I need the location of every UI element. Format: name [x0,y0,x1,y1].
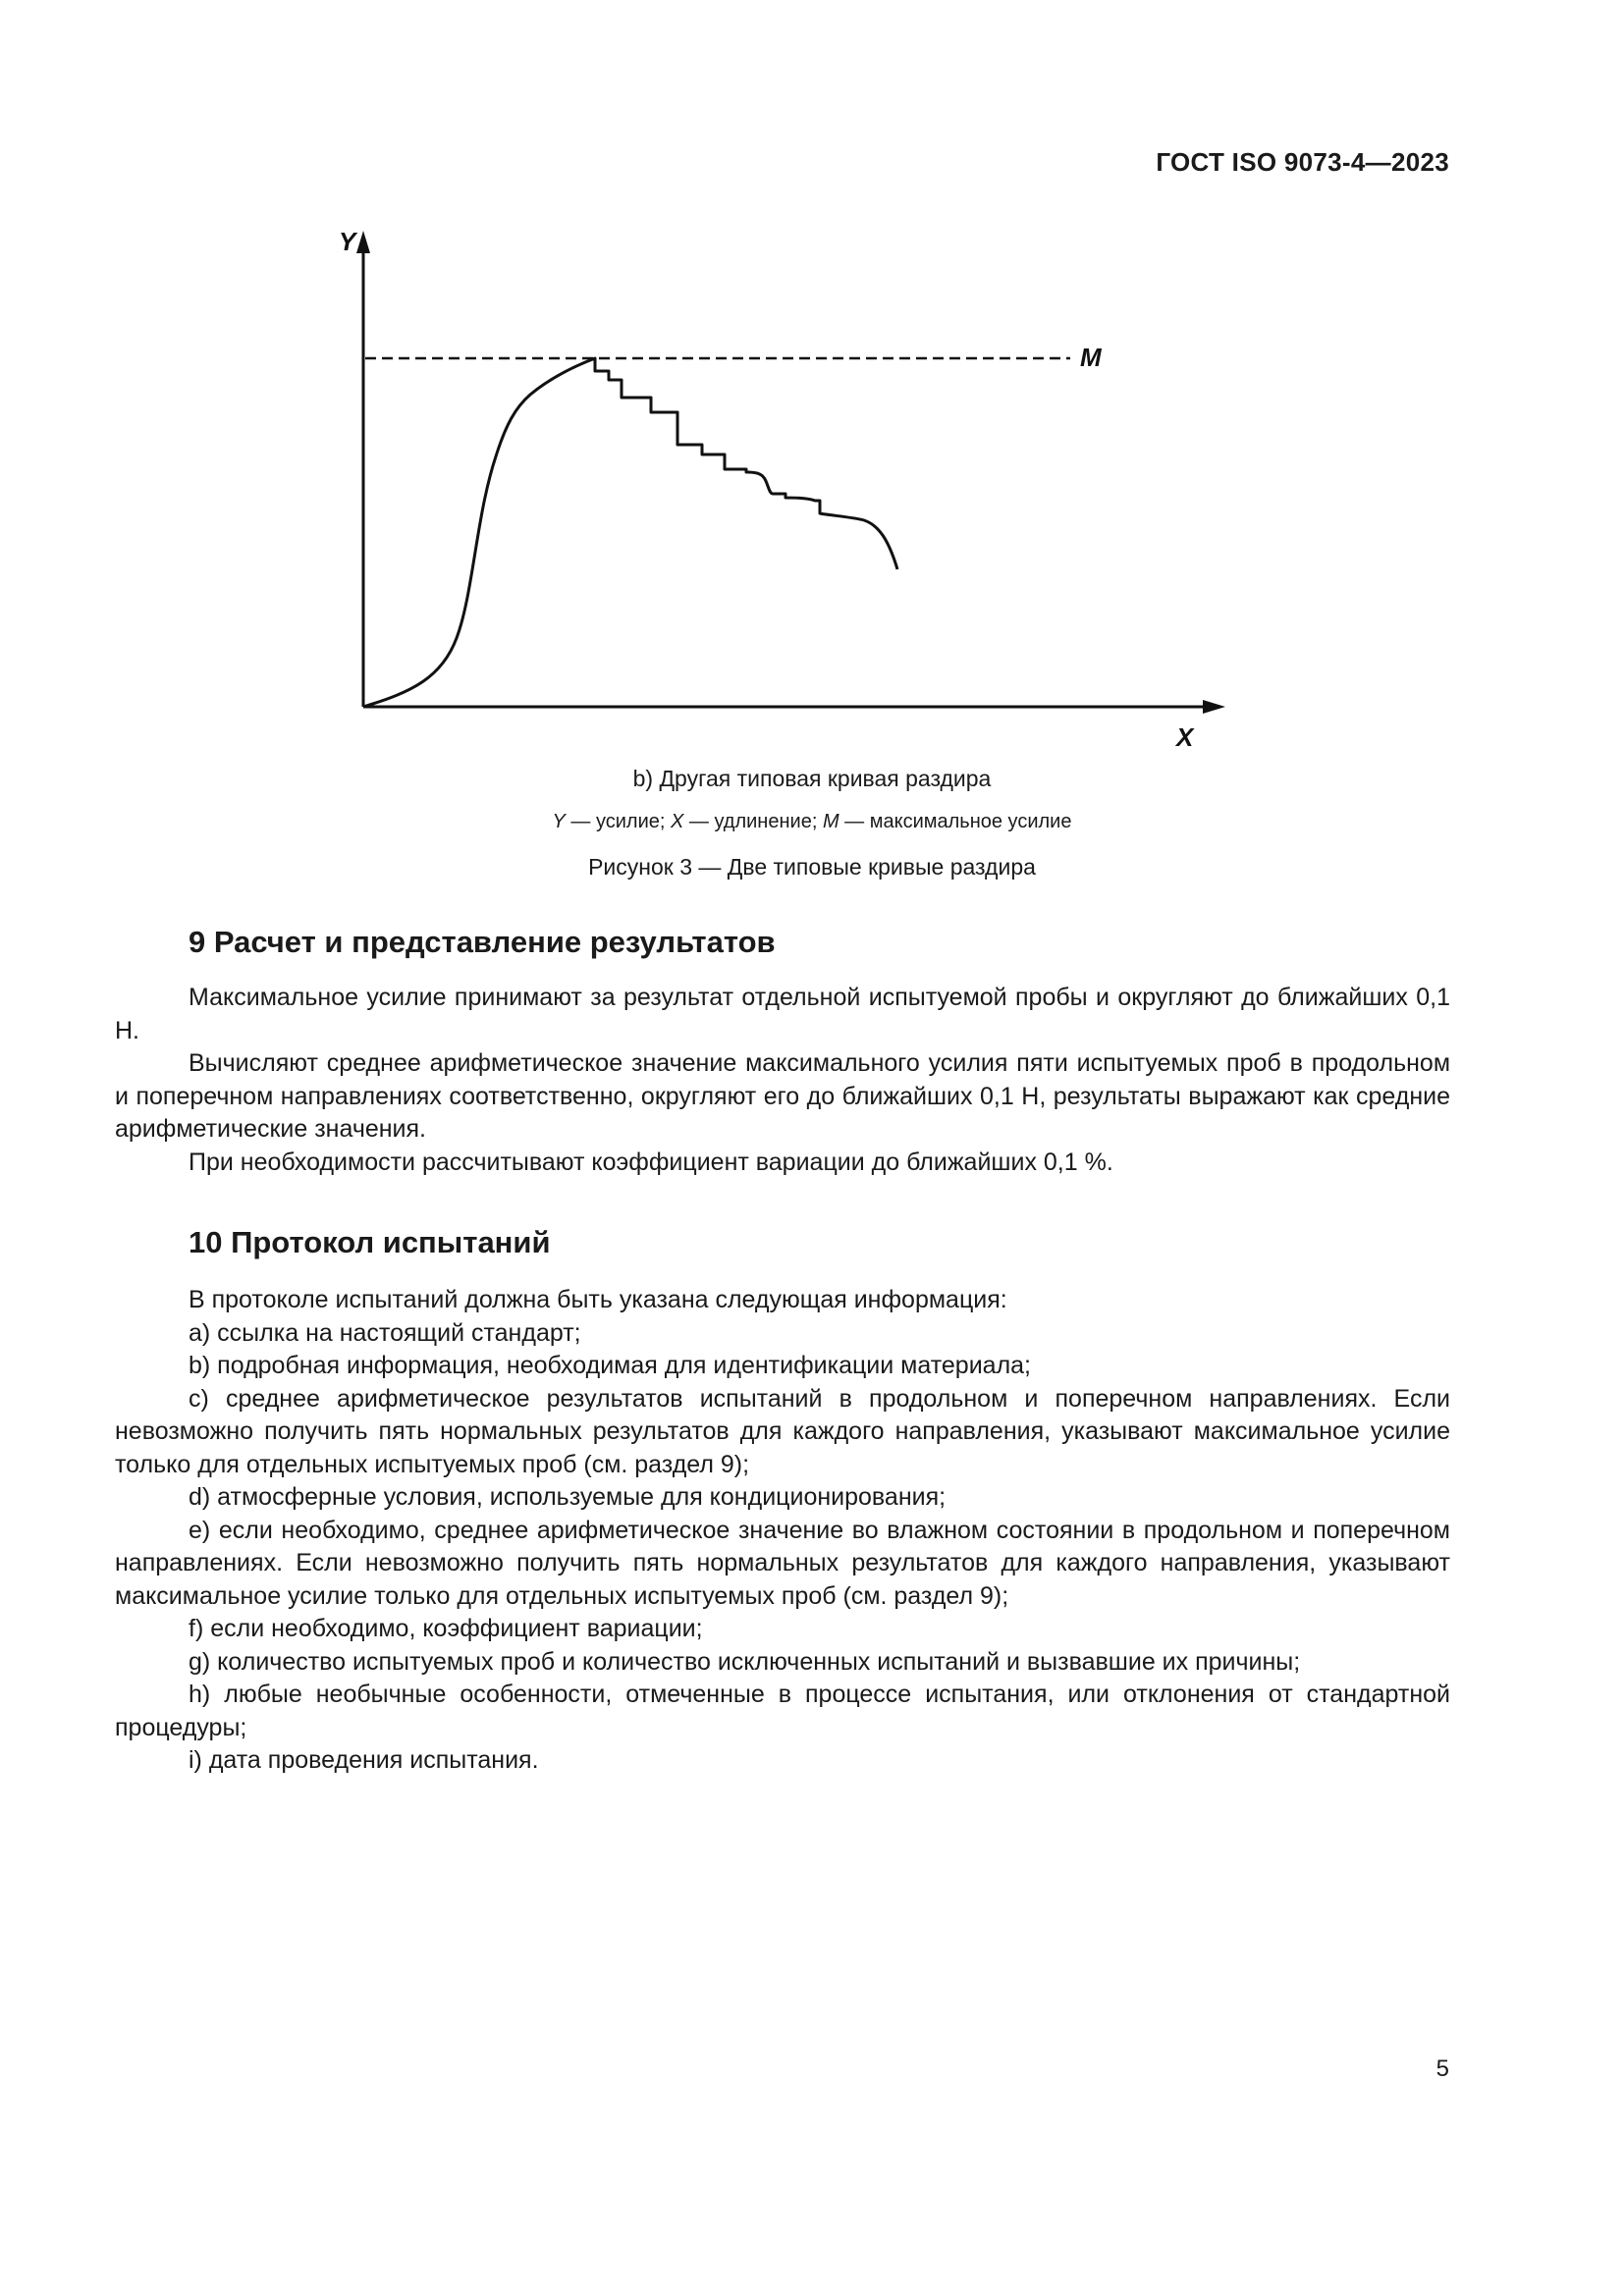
key-m-symbol: M [822,811,839,832]
key-x-text: — удлинение; [683,811,823,832]
figure-caption: Рисунок 3 — Две типовые кривые раздира [588,854,1036,880]
document-header: ГОСТ ISO 9073-4—2023 [1156,147,1449,177]
list-item: e) если необходимо, среднее арифметическое значение во влажном состоянии в продольном и поперечном направлениях. Если невозможно получить пять нормальных результатов для каждого направления, указывают максимальное усилие только для отдельных испытуемых проб (см. раздел 9); [115,1516,1450,1610]
y-axis-label: Y [339,227,356,256]
subfigure-caption: b) Другая типовая кривая раздира [632,766,992,791]
tear-curve [363,358,897,707]
x-axis-arrow [1203,700,1225,714]
list-item: f) если необходимо, коэффициент вариации; [189,1615,703,1642]
figure-key [0,811,1624,833]
list-item: g) количество испытуемых проб и количество исключенных испытаний и вызвавшие их причины; [189,1647,1301,1676]
list-item: c) среднее арифметическое результатов испытаний в продольном и поперечном направлениях. Если невозможно получить пять нормальных результатов для каждого направления, указывают максимальное усилие только для отдельных испытуемых проб (см. раздел 9); [115,1384,1450,1478]
key-y-symbol: Y [552,811,566,832]
section-9-paragraph: При необходимости рассчитывают коэффициент вариации до ближайших 0,1 %. [189,1148,1113,1176]
section-9-title: 9 Расчет и представление результатов [189,925,776,959]
section-10 [115,1223,1450,1778]
section-9-paragraph: Вычисляют среднее арифметическое значение максимального усилия пяти испытуемых проб в продольном и поперечном направлениях соответственно, округляют его до ближайших 0,1 Н, результаты выражают как средние арифметические значения. [115,1049,1450,1143]
key-y-text: — усилие; [565,811,671,832]
max-line-label: M [1080,343,1102,372]
section-9-paragraph: Максимальное усилие принимают за результат отдельной испытуемой пробы и округляют до ближайших 0,1 Н. [115,984,1450,1044]
y-axis-arrow [356,231,370,253]
section-9 [115,923,1450,1179]
section-10-title: 10 Протокол испытаний [189,1225,551,1259]
x-axis-label: X [1176,722,1194,751]
list-item: a) ссылка на настоящий стандарт; [189,1318,581,1347]
list-item: b) подробная информация, необходимая для идентификации материала; [189,1352,1032,1379]
tear-curve-figure [295,221,1276,751]
list-item: d) атмосферные условия, используемые для кондиционирования; [189,1483,947,1511]
tear-curve-diagram [295,221,1276,751]
list-item: h) любые необычные особенности, отмеченные в процессе испытания, или отклонения от стандартной процедуры; [115,1681,1450,1741]
page-number: 5 [1435,2056,1449,2082]
list-item: i) дата проведения испытания. [189,1746,539,1774]
key-m-text: — максимальное усилие [839,811,1072,832]
section-10-intro: В протоколе испытаний должна быть указана следующая информация: [189,1286,1007,1313]
key-x-symbol: X [671,811,684,832]
